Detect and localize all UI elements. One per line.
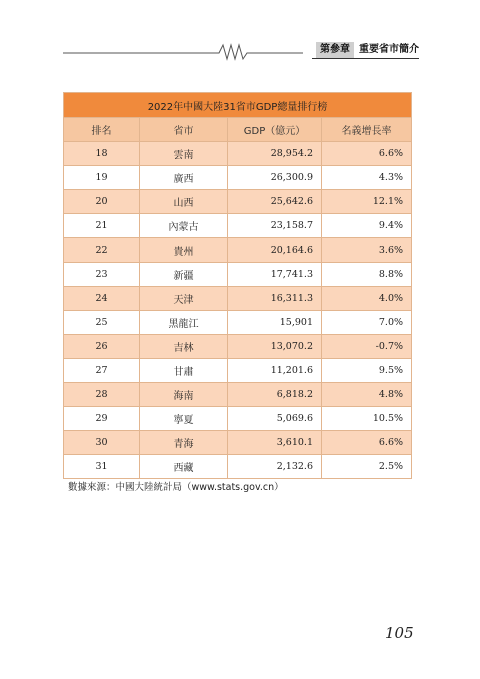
cell-rank: 29 [64,407,140,431]
cell-province: 貴州 [140,238,228,262]
cell-growth: 3.6% [322,238,412,262]
cell-rank: 25 [64,310,140,334]
cell-gdp: 13,070.2 [228,334,322,358]
cell-rank: 30 [64,431,140,455]
cell-growth: 8.8% [322,262,412,286]
cell-growth: 2.5% [322,455,412,479]
cell-province: 雲南 [140,142,228,166]
cell-province: 天津 [140,286,228,310]
cell-province: 甘肅 [140,358,228,382]
cell-rank: 24 [64,286,140,310]
table-row [64,238,412,262]
table-row [64,334,412,358]
cell-gdp: 20,164.6 [228,238,322,262]
chapter-number: 第參章 [316,42,354,58]
table-row [64,190,412,214]
cell-growth: 4.0% [322,286,412,310]
table-row [64,407,412,431]
cell-growth: 9.5% [322,358,412,382]
cell-growth: 4.8% [322,383,412,407]
table-body [64,142,412,479]
column-header-rank: 排名 [64,118,140,142]
cell-gdp: 25,642.6 [228,190,322,214]
table-row [64,286,412,310]
cell-gdp: 6,818.2 [228,383,322,407]
cell-growth: 6.6% [322,142,412,166]
cell-rank: 19 [64,166,140,190]
cell-province: 廣西 [140,166,228,190]
cell-gdp: 16,311.3 [228,286,322,310]
cell-rank: 31 [64,455,140,479]
gdp-ranking-table [63,92,412,479]
column-header-growth: 名義增長率 [322,118,412,142]
cell-growth: 6.6% [322,431,412,455]
cell-gdp: 11,201.6 [228,358,322,382]
gdp-ranking-table-container [63,92,411,479]
column-header-gdp: GDP（億元） [228,118,322,142]
cell-growth: 12.1% [322,190,412,214]
cell-growth: 10.5% [322,407,412,431]
cell-gdp: 15,901 [228,310,322,334]
table-row [64,262,412,286]
cell-gdp: 3,610.1 [228,431,322,455]
cell-province: 黑龍江 [140,310,228,334]
cell-gdp: 28,954.2 [228,142,322,166]
cell-rank: 18 [64,142,140,166]
cell-province: 吉林 [140,334,228,358]
cell-province: 新疆 [140,262,228,286]
running-header [63,40,419,62]
cell-rank: 22 [64,238,140,262]
cell-growth: -0.7% [322,334,412,358]
cell-rank: 23 [64,262,140,286]
chapter-section-title: 重要省市簡介 [359,44,419,55]
chapter-tag [312,42,419,59]
table-row [64,431,412,455]
table-row [64,358,412,382]
cell-province: 內蒙古 [140,214,228,238]
cell-rank: 26 [64,334,140,358]
cell-rank: 28 [64,383,140,407]
table-row [64,383,412,407]
table-row [64,142,412,166]
table-title-row [64,93,412,118]
cell-gdp: 5,069.6 [228,407,322,431]
page-number: 105 [385,624,414,642]
cell-province: 青海 [140,431,228,455]
cell-gdp: 17,741.3 [228,262,322,286]
cell-province: 西藏 [140,455,228,479]
cell-rank: 21 [64,214,140,238]
cell-gdp: 23,158.7 [228,214,322,238]
cell-growth: 7.0% [322,310,412,334]
table-header-row [64,118,412,142]
cell-gdp: 2,132.6 [228,455,322,479]
table-row [64,166,412,190]
cell-gdp: 26,300.9 [228,166,322,190]
table-row [64,455,412,479]
cell-rank: 27 [64,358,140,382]
column-header-province: 省市 [140,118,228,142]
cell-province: 寧夏 [140,407,228,431]
table-row [64,310,412,334]
cell-province: 山西 [140,190,228,214]
cell-growth: 4.3% [322,166,412,190]
table-title: 2022年中國大陸31省市GDP總量排行榜 [64,93,412,118]
cell-rank: 20 [64,190,140,214]
data-source-note: 數據來源：中國大陸統計局（www.stats.gov.cn） [68,482,284,493]
cell-province: 海南 [140,383,228,407]
cell-growth: 9.4% [322,214,412,238]
table-row [64,214,412,238]
